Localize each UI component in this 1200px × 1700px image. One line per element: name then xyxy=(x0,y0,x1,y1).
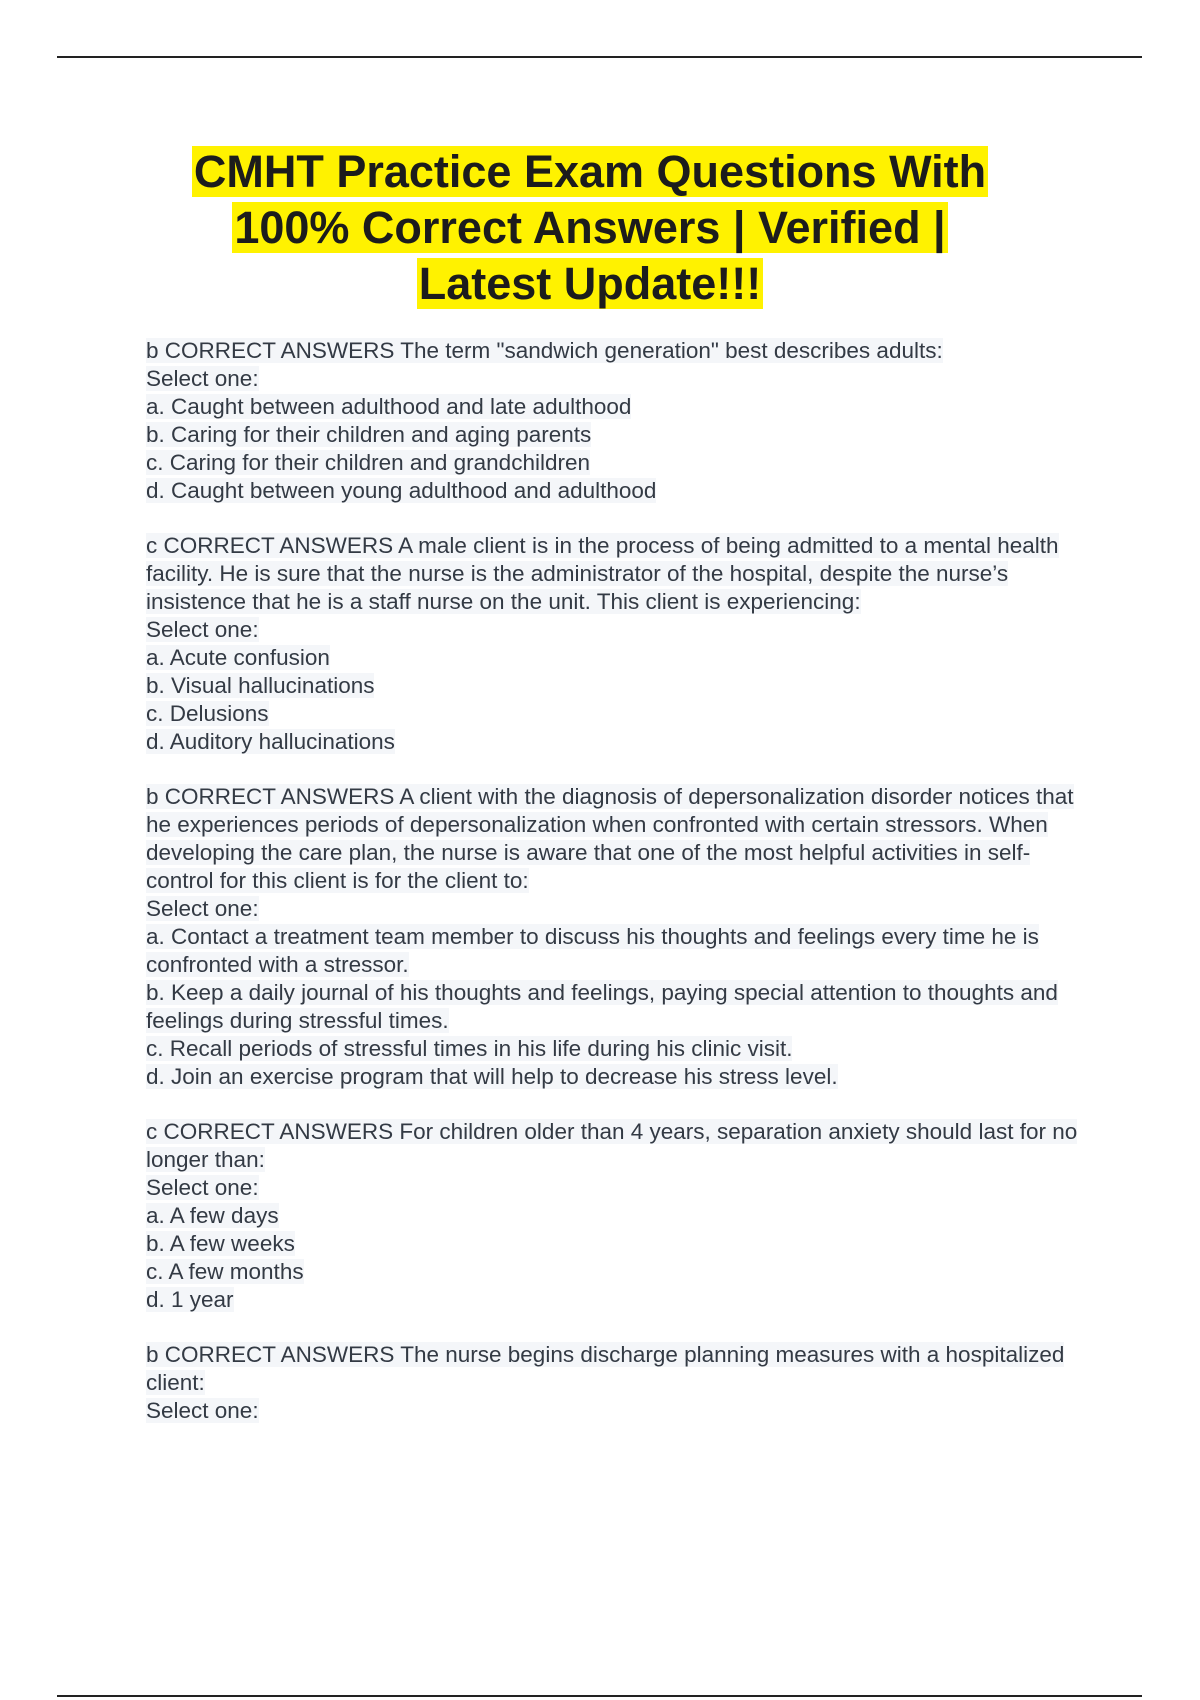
select-label: Select one: xyxy=(146,1398,259,1423)
answer-option: c. Recall periods of stressful times in his life during his clinic visit. xyxy=(146,1036,793,1061)
answer-option: d. 1 year xyxy=(146,1287,234,1312)
select-label: Select one: xyxy=(146,896,259,921)
answer-option: d. Join an exercise program that will help to decrease his stress level. xyxy=(146,1064,838,1089)
answer-option: b. Visual hallucinations xyxy=(146,673,375,698)
title-line: CMHT Practice Exam Questions With xyxy=(193,146,987,197)
answer-option: d. Auditory hallucinations xyxy=(146,729,395,754)
question-block xyxy=(146,337,1096,505)
question-text: c CORRECT ANSWERS For children older than 4 years, separation anxiety should last for no longer than: xyxy=(146,1119,1078,1172)
question-block xyxy=(146,1118,1096,1314)
bottom-rule xyxy=(57,1695,1142,1697)
answer-option: a. A few days xyxy=(146,1203,279,1228)
question-block xyxy=(146,783,1096,1091)
select-label: Select one: xyxy=(146,366,259,391)
question-block xyxy=(146,532,1096,756)
select-label: Select one: xyxy=(146,1175,259,1200)
answer-option: a. Acute confusion xyxy=(146,645,330,670)
answer-option: b. Keep a daily journal of his thoughts and feelings, paying special attention to thoughts and feelings during stressful times. xyxy=(146,980,1058,1033)
answer-option: c. A few months xyxy=(146,1259,304,1284)
answer-option: b. A few weeks xyxy=(146,1231,295,1256)
question-text: b CORRECT ANSWERS A client with the diagnosis of depersonalization disorder notices that he experiences periods of depersonalization when confronted with certain stressors. When developing the care plan, the nurse is aware that one of the most helpful activities in self-control for this client is for the client to: xyxy=(146,784,1074,893)
answer-option: b. Caring for their children and aging parents xyxy=(146,422,592,447)
answer-option: a. Caught between adulthood and late adulthood xyxy=(146,394,632,419)
title-line: 100% Correct Answers | Verified | xyxy=(234,202,946,253)
answer-option: c. Delusions xyxy=(146,701,269,726)
select-label: Select one: xyxy=(146,617,259,642)
page-title xyxy=(110,144,1070,312)
answer-option: a. Contact a treatment team member to discuss his thoughts and feelings every time he is confronted with a stressor. xyxy=(146,924,1039,977)
question-text: b CORRECT ANSWERS The term "sandwich generation" best describes adults: xyxy=(146,338,943,363)
top-rule xyxy=(57,56,1142,58)
answer-option: d. Caught between young adulthood and adulthood xyxy=(146,478,657,503)
answer-option: c. Caring for their children and grandchildren xyxy=(146,450,590,475)
question-text: c CORRECT ANSWERS A male client is in the process of being admitted to a mental health facility. He is sure that the nurse is the administrator of the hospital, despite the nurse’s insistence that he is a staff nurse on the unit. This client is experiencing: xyxy=(146,533,1059,614)
question-block xyxy=(146,1341,1096,1425)
question-text: b CORRECT ANSWERS The nurse begins discharge planning measures with a hospitalized client: xyxy=(146,1342,1065,1395)
question-list xyxy=(146,337,1096,1452)
title-line: Latest Update!!! xyxy=(418,258,762,309)
